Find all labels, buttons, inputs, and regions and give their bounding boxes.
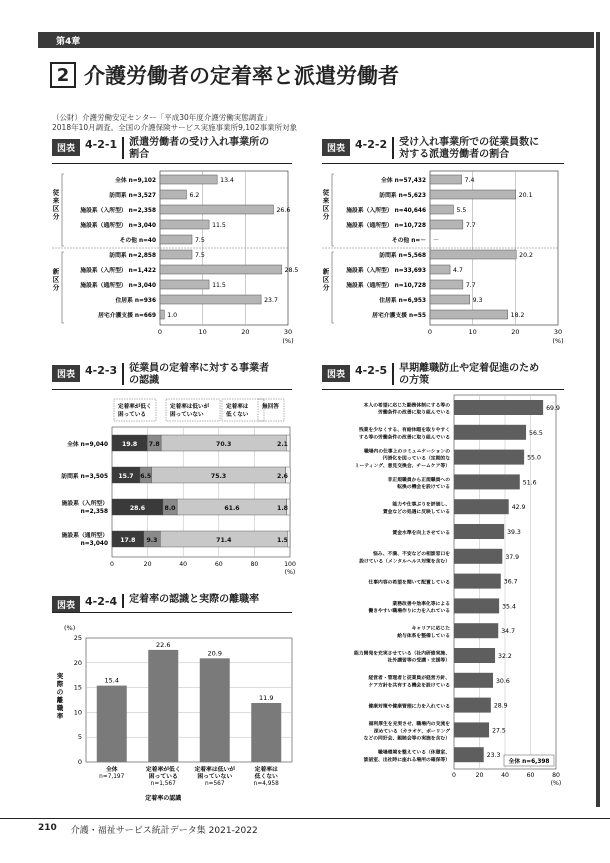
bar [430, 295, 470, 304]
item-label: 転換の機会を設けている [397, 485, 450, 490]
book-title: 介護・福祉サービス統計データ集 2021-2022 [70, 826, 258, 836]
unit-label: (%) [282, 337, 294, 345]
item-label: 円滑化を図っている（定期的な [382, 456, 450, 462]
x-tick-label: 40 [179, 561, 188, 568]
value-label: 11.5 [212, 282, 226, 289]
bar [251, 703, 281, 762]
fig1-title: 派遣労働者の受け入れ事業所の 割合 [129, 137, 270, 160]
group-label-char: 従 [52, 188, 60, 197]
fig2-number: 4-2-2 [355, 138, 388, 151]
fig1-chart [52, 165, 302, 345]
x-tick-label: 20 [143, 561, 152, 568]
value-label: 7.5 [195, 237, 205, 244]
legend-box [258, 399, 284, 421]
title-text: 介護労働者の定着率と派遣労働者 [84, 64, 399, 88]
value-label: 37.9 [505, 553, 520, 561]
value-label: 4.7 [453, 267, 463, 274]
item-label: 深めている（カラオケ、ボーリング [373, 729, 450, 735]
segment-label: 28.6 [129, 505, 146, 512]
bar [160, 250, 192, 259]
segment-label: 2.1 [277, 441, 288, 448]
group-bracket [62, 252, 64, 323]
value-label: 69.9 [546, 405, 560, 412]
group-bracket [332, 174, 334, 246]
value-label: 36.7 [503, 578, 518, 586]
item-label: 設けている（メンタルヘルス対策を含む） [359, 559, 450, 565]
y-axis-label-char: 職 [56, 704, 64, 712]
legend-label: 無回答 [262, 404, 279, 410]
value-label: 18.2 [510, 312, 525, 319]
value-label: 5.5 [456, 207, 467, 214]
fig4-title: 定着率の認識と実際の離職率 [129, 594, 260, 605]
bar [454, 450, 524, 465]
category-label: 定着率が低く [145, 767, 181, 773]
segment-label: 7.8 [148, 441, 160, 448]
item-label: 賃金などの処遇に反映している [382, 509, 450, 515]
x-tick-label: 20 [511, 328, 520, 336]
bar [430, 220, 463, 229]
x-tick-label: 80 [250, 561, 259, 568]
category-label: 全体 [105, 767, 118, 773]
value-label: 27.5 [492, 727, 506, 735]
group-label-char: 新 [322, 267, 330, 276]
bar [430, 205, 453, 214]
value-label: 42.9 [511, 504, 526, 512]
category-label: 居宅介護支援 n=55 [372, 313, 426, 319]
category-label: 全体 n=9,102 [115, 178, 156, 184]
item-label: ミーティング、意見交換会、チームケア等） [354, 463, 450, 469]
group-label-char: 来 [52, 196, 60, 205]
segment-label: 8.0 [164, 505, 176, 512]
item-label: 健康対策や健康管理に力を入れている [368, 704, 450, 710]
value-label: 51.6 [522, 479, 537, 487]
group-label-char: 来 [322, 196, 330, 205]
value-label: 32.2 [498, 653, 512, 660]
value-label: 13.4 [220, 177, 234, 184]
bar [160, 265, 282, 274]
y-axis-label-char: の [56, 688, 64, 696]
group-label-char: 新 [52, 267, 60, 276]
x-tick-label: 40 [501, 772, 509, 779]
category-label: 訪問系 n=2,858 [109, 253, 156, 259]
x-tick-label: 80 [552, 772, 560, 779]
category-label: 施設系（通所型） n=10,728 [346, 223, 426, 229]
y-tick-label: 5 [77, 733, 82, 742]
fig1-badge: 図表 [52, 139, 80, 156]
category-label: 困っていない [197, 774, 233, 780]
group-label-char: 分 [322, 212, 330, 221]
category-label: 施設系（入所型） n=40,646 [346, 208, 426, 214]
chapter-header: 第4章 [38, 32, 594, 48]
y-axis-label-char: 率 [56, 712, 64, 720]
fig3-header [52, 363, 269, 387]
x-tick-label: 20 [241, 328, 250, 336]
page-number: 210 [38, 823, 57, 833]
category-label: 施設系（入所型） n=1,422 [80, 268, 156, 274]
value-label: 11.9 [259, 693, 274, 702]
item-label: 能力開発を充実させている（社内研修実施、 [354, 651, 450, 657]
value-label: 28.9 [493, 702, 508, 710]
category-label: 定着率は [254, 767, 278, 773]
value-label: 7.5 [195, 252, 205, 259]
legend-label: 定着率は低いが [170, 404, 210, 410]
bar [160, 190, 186, 199]
bar [454, 425, 526, 440]
value-label: 55.0 [527, 454, 541, 462]
x-tick-label: 0 [157, 328, 163, 336]
value-label: － [433, 237, 440, 244]
bar [454, 623, 498, 638]
item-label: などの同好会、親睦会等の実施を含む） [363, 736, 450, 742]
bar [160, 235, 192, 244]
item-label: 賃金水準を向上させている [392, 531, 450, 536]
category-label: 施設系（入所型） n=33,693 [346, 268, 426, 274]
value-label: 22.6 [156, 640, 171, 649]
item-label: 談話室、出社時に座れる場所の確保等） [363, 757, 450, 763]
category-label: 定着率は低いが [194, 767, 236, 773]
fig4-header [52, 594, 259, 613]
category-label: 施設系（通所型） n=10,728 [346, 283, 426, 289]
unit-label: (%) [550, 780, 562, 787]
bar [430, 175, 462, 184]
x-tick-label: 0 [452, 772, 456, 779]
bar [430, 280, 463, 289]
bar [454, 474, 520, 489]
source-line-1: （公財）介護労働安定センター「平成30年度介護労働実態調査」 [52, 113, 272, 122]
segment-label: 70.3 [216, 441, 232, 448]
fig3-badge: 図表 [52, 365, 80, 382]
y-tick-label: 0 [77, 758, 82, 766]
bar [430, 265, 450, 274]
group-label-char: 区 [52, 204, 60, 213]
fig3-number: 4-2-3 [85, 364, 118, 377]
item-label: 仕事内容の希望を聞いて配置している [368, 580, 450, 586]
bar [454, 648, 495, 663]
category-label: その他 n=－ [391, 238, 426, 244]
value-label: 34.7 [501, 628, 516, 636]
unit-label: (%) [552, 337, 564, 345]
fig5-chart [300, 393, 580, 813]
thumb-index-bar [596, 32, 600, 807]
bar [454, 673, 493, 688]
item-label: 経営者・管理者と従業員が経営方針、 [368, 676, 450, 682]
item-label: する等の労働条件の改善に取り組んでいる [358, 435, 450, 441]
value-label: 30.6 [496, 677, 510, 685]
value-label: 11.5 [212, 222, 226, 229]
category-label: その他 n=40 [119, 238, 156, 244]
bar [160, 205, 273, 214]
group-label-char: 従 [322, 188, 330, 197]
bar [454, 574, 501, 589]
segment-label: 75.3 [210, 473, 227, 480]
group-label-char: 区 [322, 275, 330, 284]
fig3-title: 従業員の定着率に対する事業者 の認識 [129, 363, 270, 386]
group-label-char: 分 [52, 283, 60, 292]
bar [454, 698, 491, 713]
value-label: 28.5 [284, 267, 299, 274]
value-label: 15.4 [104, 676, 119, 685]
fig5-badge: 図表 [322, 365, 350, 382]
segment-label: 71.4 [216, 537, 232, 544]
category-label: n=1,567 [150, 781, 176, 787]
item-label: 職場内の仕事上のコミュニケーションの [363, 449, 450, 455]
bar [200, 658, 230, 762]
category-label: n=2,358 [80, 509, 108, 515]
segment-label: 1.8 [277, 505, 288, 512]
y-axis-label-char: 離 [56, 696, 64, 704]
segment-label: 61.6 [224, 505, 240, 512]
fig5-header [322, 363, 539, 387]
fig2-badge: 図表 [322, 139, 350, 156]
category-label: n=3,040 [80, 541, 108, 547]
segment-label: 9.3 [146, 537, 158, 544]
x-tick-label: 30 [283, 328, 293, 336]
value-label: 26.6 [276, 207, 291, 214]
category-label: 施設系（通所型） [61, 533, 108, 539]
fig4-badge: 図表 [52, 596, 80, 613]
fig5-number: 4-2-5 [355, 364, 388, 377]
item-label: 非正規職員から正規職員への [387, 477, 450, 483]
legend-label: 困っていない [170, 412, 204, 418]
fig4-number: 4-2-4 [85, 595, 118, 608]
n-label: 全体 n=6,398 [508, 759, 550, 765]
fig3-chart [52, 395, 302, 575]
segment-label: 6.5 [140, 473, 152, 480]
fig4-chart [52, 618, 302, 813]
y-tick-label: 15 [73, 683, 82, 692]
category-label: 全体 n=9,040 [67, 442, 108, 448]
value-label: 9.3 [472, 297, 483, 304]
x-tick-label: 0 [427, 328, 433, 336]
value-label: 20.1 [518, 192, 533, 199]
item-label: ケア方針を共有する機会を設けている [368, 683, 450, 689]
bar [454, 722, 489, 737]
bar [160, 175, 217, 184]
x-tick-label: 0 [110, 561, 114, 568]
segment-label: 19.8 [121, 441, 138, 448]
bar [160, 310, 164, 319]
item-label: 社外講習等の受講・支援等） [387, 658, 450, 664]
source-line-2: 2018年10月調査。全国の介護保険サービス実施事業所9,102事業所対象 [52, 123, 298, 132]
group-bracket [332, 252, 334, 323]
item-label: 悩み、不満、不安などの相談窓口を [372, 552, 450, 558]
x-tick-label: 100 [284, 561, 296, 568]
value-label: 7.7 [465, 282, 476, 289]
category-label: 住居系 n=6,953 [379, 298, 426, 304]
footer [38, 823, 258, 836]
segment-label: 2.6 [277, 473, 288, 480]
item-label: 働きやすい職場作りに力を入れている [368, 609, 450, 614]
fig2-title: 受け入れ事業所での従業員数に 対する派遣労働者の割合 [399, 137, 540, 160]
bar [430, 190, 516, 199]
bar [454, 549, 502, 564]
unit-label: (%) [284, 569, 296, 576]
value-label: 23.7 [264, 297, 278, 304]
item-label: 給与体系を整備している [397, 633, 450, 639]
x-tick-label: 30 [553, 328, 563, 336]
value-label: 56.5 [529, 429, 543, 437]
bar [454, 400, 543, 415]
segment-label: 17.8 [120, 537, 136, 544]
category-label: n=567 [204, 781, 225, 787]
item-label: 業務改善や効率化等による [392, 601, 450, 607]
bar [160, 295, 261, 304]
fig2-header [322, 137, 539, 161]
category-label: 居宅介護支援 n=669 [98, 313, 156, 319]
item-label: 残業を少なくする、有給休暇を取りやすく [358, 428, 450, 434]
x-axis-caption: 定着率の認識 [145, 795, 182, 802]
x-tick-label: 10 [198, 328, 207, 336]
bar [454, 747, 484, 762]
value-label: 20.9 [207, 649, 222, 658]
bar [454, 598, 499, 613]
bar [430, 250, 516, 259]
group-label-char: 分 [322, 283, 330, 292]
x-tick-label: 20 [475, 772, 484, 779]
group-bracket [62, 174, 64, 246]
legend-label: 定着率は [226, 404, 249, 410]
x-tick-label: 60 [526, 772, 535, 779]
y-tick-label: 25 [73, 634, 82, 642]
category-label: 訪問系 n=3,527 [109, 193, 156, 199]
item-label: 本人の希望に応じた勤務体制にする等の [363, 403, 450, 409]
bar [454, 524, 504, 539]
fig1-number: 4-2-1 [85, 138, 118, 151]
bar [160, 220, 209, 229]
category-label: 施設系（入所型） [61, 501, 108, 507]
value-label: 39.3 [507, 529, 521, 536]
value-label: 7.7 [465, 222, 476, 229]
legend-label: 低くない [226, 412, 249, 418]
item-label: 能力や仕事ぶりを評価し、 [392, 502, 450, 508]
page-title [50, 60, 399, 90]
category-label: 住居系 n=936 [115, 298, 156, 304]
item-label: 福利厚生を充実させ、職場内の交流を [368, 722, 450, 728]
y-tick-label: 10 [73, 708, 82, 717]
title-number: 2 [50, 62, 76, 88]
unit-label: (%) [64, 624, 76, 632]
item-label: 労働条件の改善に取り組んでいる [378, 410, 450, 416]
y-tick-label: 20 [73, 658, 82, 667]
bar [97, 686, 127, 762]
x-tick-label: 60 [214, 561, 223, 568]
bar [160, 280, 209, 289]
category-label: 訪問系 n=3,505 [61, 474, 108, 480]
value-label: 20.2 [519, 252, 533, 259]
fig2-chart [322, 165, 572, 345]
category-label: 施設系（入所型） n=2,358 [80, 208, 156, 214]
value-label: 7.4 [464, 177, 475, 184]
category-label: 全体 n=57,432 [381, 178, 426, 184]
category-label: n=4,958 [253, 781, 279, 787]
y-axis-label-char: 実 [56, 672, 64, 680]
value-label: 1.0 [167, 312, 178, 319]
segment-label: 15.7 [118, 473, 134, 480]
category-label: 困っている [148, 774, 178, 780]
group-label-char: 分 [52, 212, 60, 221]
item-label: 職場環境を整えている（休憩室、 [378, 750, 450, 756]
value-label: 6.2 [189, 192, 200, 199]
item-label: キャリアに応じた [411, 626, 450, 632]
category-label: 施設系（通所型） n=3,040 [80, 223, 156, 229]
bar [454, 499, 509, 514]
x-tick-label: 10 [468, 328, 477, 336]
fig5-title: 早期離職防止や定着促進のため の方策 [399, 363, 540, 386]
legend-label: 困っている [118, 412, 146, 418]
segment-label: 1.5 [277, 537, 288, 544]
fig1-header [52, 137, 269, 161]
y-axis-label-char: 際 [56, 680, 64, 688]
group-label-char: 区 [52, 275, 60, 284]
value-label: 23.3 [486, 752, 501, 760]
group-label-char: 区 [322, 204, 330, 213]
bar [430, 310, 508, 319]
category-label: n=7,197 [99, 774, 125, 780]
legend-label: 定着率が低く [118, 404, 152, 410]
category-label: 訪問系 n=5,623 [379, 193, 426, 199]
value-label: 35.4 [502, 603, 516, 611]
category-label: 施設系（通所型） n=3,040 [80, 283, 156, 289]
bar [148, 650, 178, 762]
category-label: 低くない [254, 774, 278, 780]
category-label: 訪問系 n=5,568 [379, 253, 426, 259]
